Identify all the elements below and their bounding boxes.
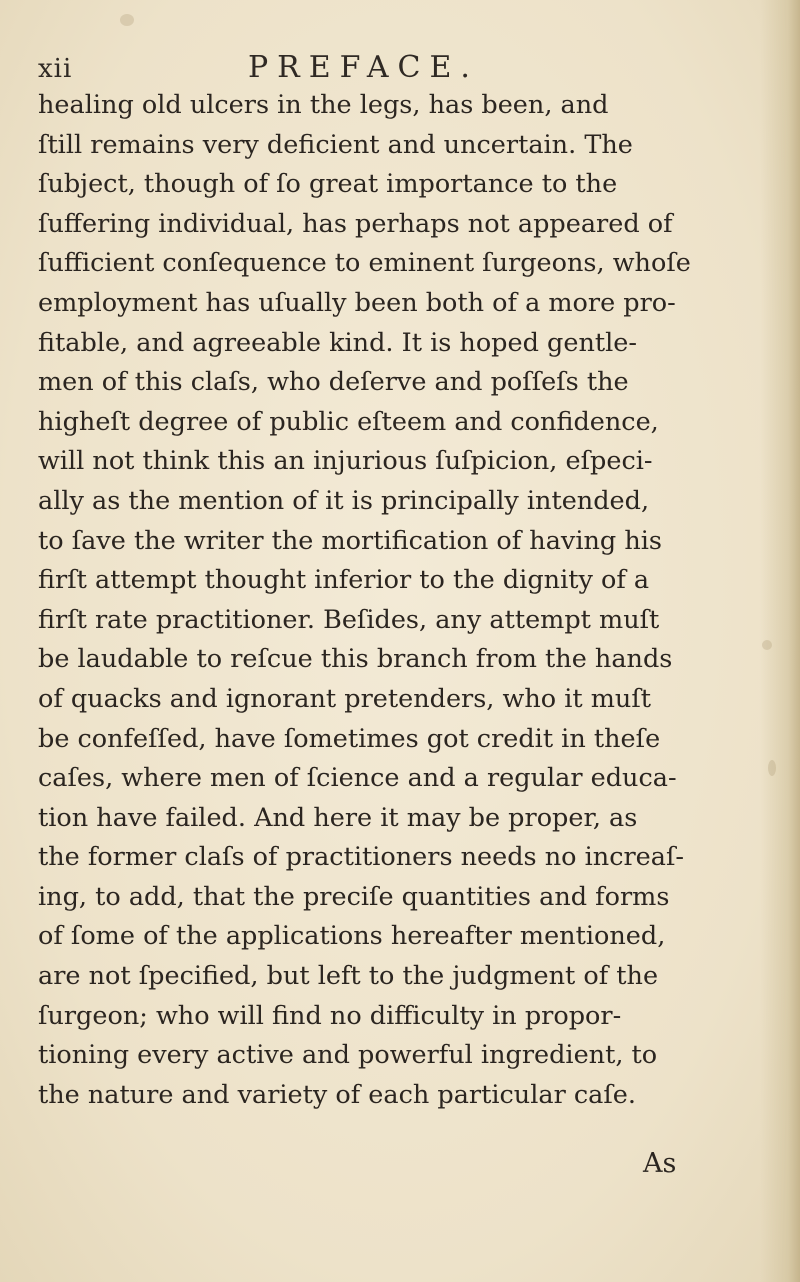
running-head: PREFACE. xyxy=(248,50,479,85)
text-line: ſufficient conſequence to eminent ſurgeons, whoſe xyxy=(38,248,691,279)
text-line: are not ſpecified, but left to the judgment of the xyxy=(38,961,659,992)
text-line: ing, to add, that the preciſe quantities and forms xyxy=(38,881,670,912)
text-line: be laudable to reſcue this branch from the hands xyxy=(38,644,673,675)
text-line: ſtill remains very deficient and uncertain. The xyxy=(38,129,633,160)
text-line: the nature and variety of each particular caſe. xyxy=(38,1079,637,1110)
text-line: firſt rate practitioner. Beſides, any attempt muſt xyxy=(38,604,660,635)
text-line: fitable, and agreeable kind. It is hoped gentle- xyxy=(38,327,637,358)
text-line: ally as the mention of it is principally intended, xyxy=(38,485,650,516)
text-line: tion have failed. And here it may be proper, as xyxy=(38,802,638,833)
text-line: healing old ulcers in the legs, has been, and xyxy=(38,90,609,120)
text-line: ſurgeon; who will find no difficulty in propor- xyxy=(38,1000,622,1031)
page-header xyxy=(38,50,738,90)
text-line: higheſt degree of public eſteem and confidence, xyxy=(38,406,659,437)
text-line: to ſave the writer the mortification of having his xyxy=(38,525,662,556)
page-number: xii xyxy=(38,54,73,84)
text-line: of ſome of the applications hereafter mentioned, xyxy=(38,921,666,952)
text-line: of quacks and ignorant pretenders, who it muſt xyxy=(38,683,652,714)
text-line: caſes, where men of ſcience and a regular educa- xyxy=(38,763,677,794)
text-line: the former claſs of practitioners needs no increaſ- xyxy=(38,842,685,873)
foxing-spot xyxy=(762,640,772,650)
text-line: firſt attempt thought inferior to the dignity of a xyxy=(38,565,650,596)
catchword: As xyxy=(643,1148,677,1179)
text-line: employment has uſually been both of a more pro- xyxy=(38,287,676,318)
text-line: men of this claſs, who deſerve and poſſeſs the xyxy=(38,367,629,398)
foxing-spot xyxy=(768,760,776,776)
text-line: will not think this an injurious ſuſpicion, eſpeci- xyxy=(38,446,653,477)
foxing-spot xyxy=(120,14,134,26)
text-line: ſubject, though of ſo great importance to the xyxy=(38,169,618,200)
text-line: tioning every active and powerful ingredient, to xyxy=(38,1040,658,1071)
text-line: be confeſſed, have ſometimes got credit in theſe xyxy=(38,723,661,754)
text-line: ſuffering individual, has perhaps not appeared of xyxy=(38,208,673,239)
body-text xyxy=(38,86,758,1115)
